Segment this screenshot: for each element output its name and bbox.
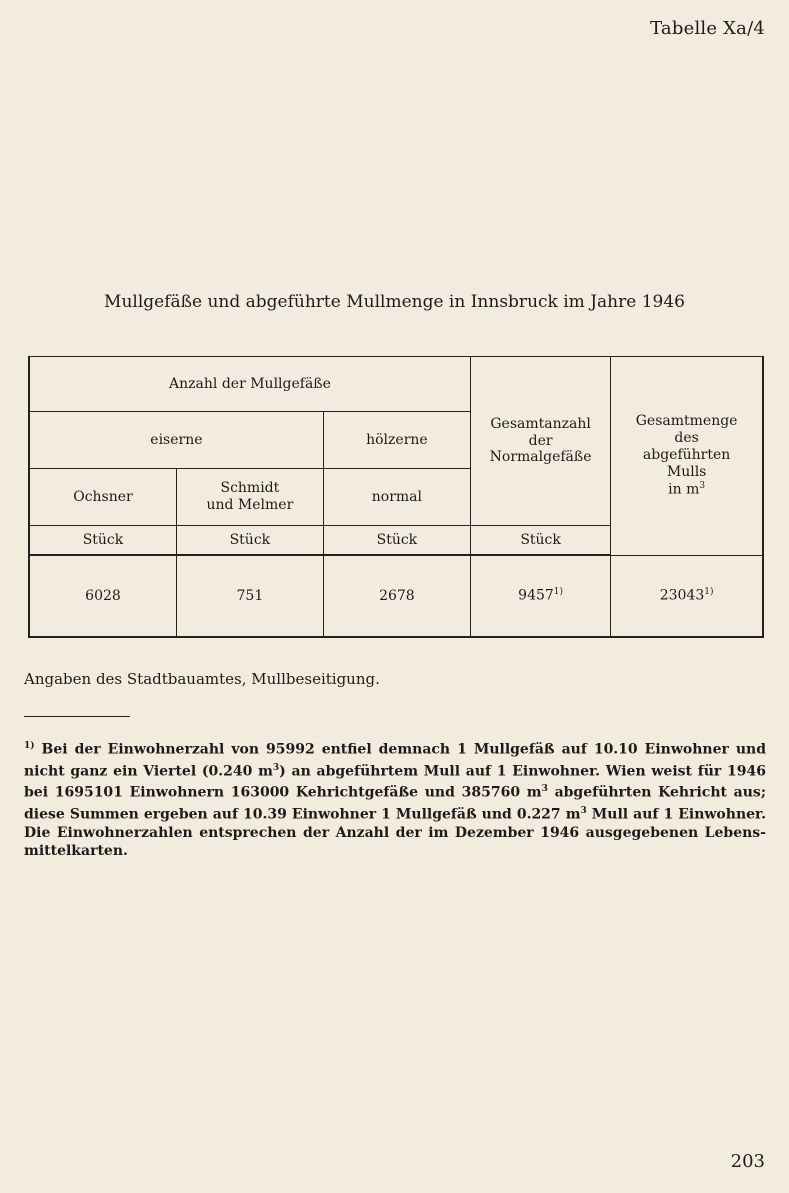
unit-ochsner: Stück [29,526,176,556]
header-schmidt-melmer: Schmidt und Melmer [176,469,323,526]
header-gesamtmenge: Gesamtmenge des abgeführten Mulls in $m^3$ [611,357,763,556]
value-amount: 23043$^{1)}$ [611,555,763,637]
value-schmidt: 751 [176,555,323,637]
footnote-marker: 1) [24,741,35,751]
unit-total: Stück [470,526,610,556]
table-row [29,555,763,637]
statistics-table [28,356,764,638]
unit-schmidt: Stück [176,526,323,556]
page-header: Tabelle Xa/4 [650,18,765,39]
footnote-divider [24,716,130,717]
value-total: 9457$^{1)}$ [470,555,610,637]
page-number: 203 [730,1151,765,1172]
value-ochsner: 6028 [29,555,176,637]
header-eiserne: eiserne [29,412,323,469]
table-title: Mullgefäße und abgeführte Mullmenge in Innsbruck im Jahre 1946 [104,292,685,312]
unit-normal: Stück [323,526,470,556]
footnote: $^{1)}$ Bei der Einwohnerzahl von 95992 entfiel demnach 1 Mullgefäß auf 10.10 Einwohner und nicht ganz ein Viertel (0.240 $m^3$) an abgeführtem Mull auf 1 Einwohner. Wien weist für 1946 bei 1695101 Einwohnern 163000 Kehrichtgefäße und 385760 $m^3$ abgeführten Kehricht aus; diese Summen ergeben auf 10.39 Einwohner 1 Mullgefäß und 0.227 $m^3$ Mull auf 1 Einwohner. Die Einwohnerzahlen entsprechen der Anzahl der im Dezember 1946 ausgegebenen Lebens- mittelkarten. [24,741,767,859]
source-note: Angaben des Stadtbauamtes, Mullbeseitigung. [24,670,380,688]
header-anzahl-muellgefaesse: Anzahl der Mullgefäße [29,357,470,412]
header-hoelzerne: hölzerne [323,412,470,469]
header-gesamtanzahl: Gesamtanzahl der Normalgefäße [470,357,610,526]
header-normal: normal [323,469,470,526]
header-ochsner: Ochsner [29,469,176,526]
table-header-row-group [29,357,763,412]
value-normal: 2678 [323,555,470,637]
